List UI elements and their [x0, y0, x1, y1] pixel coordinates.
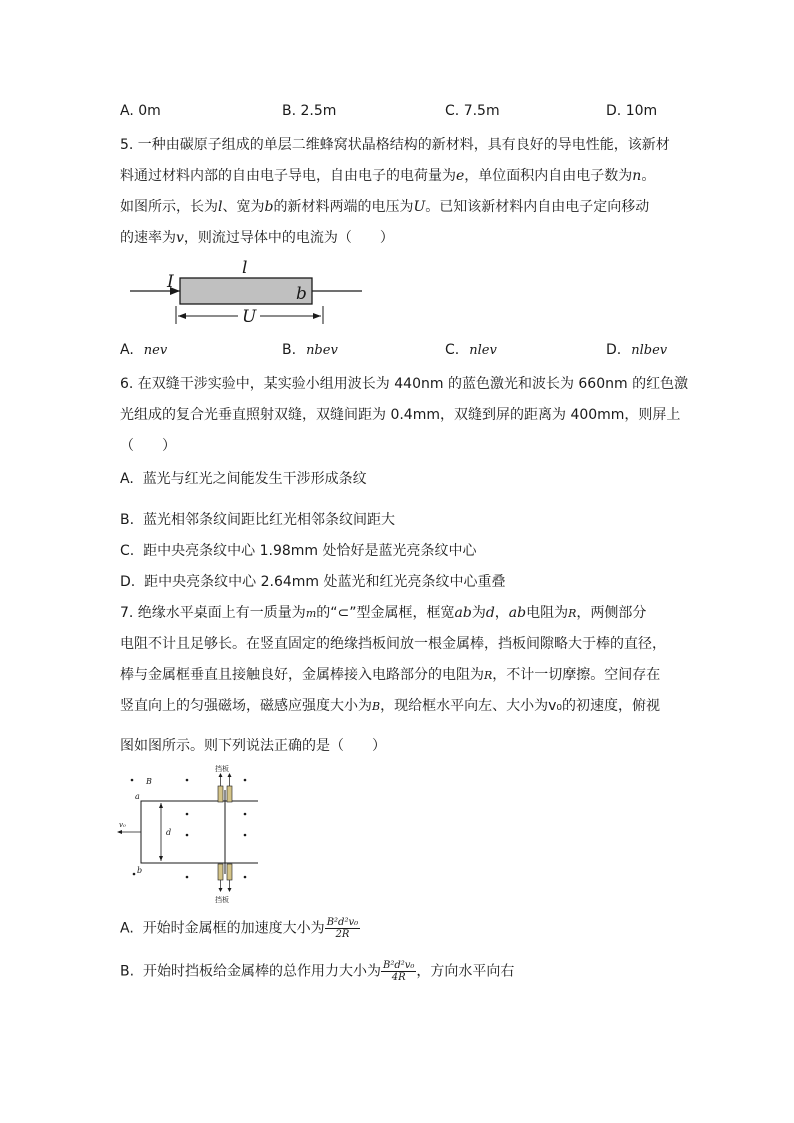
var-R: R [568, 607, 577, 620]
label-l: l [242, 258, 248, 278]
q7-line2: 电阻不计且足够长。在竖直固定的绝缘挡板间放一根金属棒，挡板间隙略大于棒的直径， [120, 636, 666, 652]
q7-line1: 7. 绝缘水平桌面上有一质量为m的“⊂”型金属框，框宽ab为d，ab电阻为R，两侧部分 [120, 605, 647, 621]
q7-line3: 棒与金属框垂直且接触良好，金属棒接入电路部分的电阻为R，不计一切摩擦。空间存在 [120, 667, 661, 683]
q7-option-a: A. 开始时金属框的加速度大小为 $\frac{\text{B²d²v₀}}{2R}$ [120, 917, 359, 940]
q5-option-a: A. nev [120, 342, 168, 358]
voltage-arrow-left-icon [178, 313, 186, 319]
q7-line5: 图如图所示。则下列说法正确的是（ ） [120, 738, 386, 754]
bottom-arrow-icon-right [228, 888, 232, 892]
var-ab-2: ab [508, 605, 527, 621]
bottom-plate-right [227, 864, 232, 880]
var-m: m [305, 607, 317, 620]
label-B: B [146, 777, 152, 786]
label-I: I [167, 272, 174, 292]
label-plate-top: 挡板 [215, 765, 229, 773]
q5-line2: 料通过材料内部的自由电子导电，自由电子的电荷量为e，单位面积内自由电子数为n。 [120, 168, 656, 184]
bottom-arrow-icon-left [219, 888, 223, 892]
var-l: l [218, 199, 223, 215]
q7-magnetic-figure [112, 762, 272, 904]
q5-circuit-figure [120, 256, 380, 332]
d-arrow-top-icon [159, 803, 163, 808]
top-plate-left [218, 786, 223, 802]
q5-line3: 如图所示，长为l、宽为b的新材料两端的电压为U。已知该新材料内自由电子定向移动 [120, 199, 650, 215]
var-R-2: R [484, 669, 493, 682]
q5-line4: 的速率为v，则流过导体中的电流为（ ） [120, 230, 394, 246]
top-plate-right [227, 786, 232, 802]
q4-option-b: B. 2.5m [282, 103, 337, 119]
q6-line2: 光组成的复合光垂直照射双缝，双缝间距为 0.4mm，双缝到屏的距离为 400mm，则屏上 [120, 407, 681, 423]
var-d: d [485, 605, 495, 621]
var-B: B [372, 700, 381, 713]
var-v: v [176, 230, 184, 246]
label-b: b [296, 284, 307, 304]
label-d: d [166, 828, 172, 837]
q7-line4: 竖直向上的匀强磁场，磁感应强度大小为B，现给框水平向左、大小为v₀的初速度，俯视 [120, 698, 660, 714]
q5-line1: 5. 一种由碳原子组成的单层二维蜂窝状晶格结构的新材料，具有良好的导电性能，该新材 [120, 137, 670, 153]
material-strip [180, 278, 312, 304]
metal-frame [141, 801, 258, 863]
top-arrow-icon-right [228, 773, 232, 777]
q6-line1: 6. 在双缝干涉实验中，某实验小组用波长为 440nm 的蓝色激光和波长为 660nm 的红色激 [120, 376, 689, 392]
q7-option-a-fraction: $\frac{\text{B²d²v₀}}{2R}$ [326, 917, 359, 940]
bottom-plate-left [218, 864, 223, 880]
var-ab: ab [454, 605, 472, 621]
label-plate-bottom: 挡板 [215, 896, 229, 904]
var-e: e [456, 168, 465, 184]
q7-option-b-fraction: $\frac{\text{B²d²v₀}}{4R}$ [382, 960, 415, 983]
q4-option-c: C. 7.5m [445, 103, 500, 119]
q6-option-c: C. 距中央亮条纹中心 1.98mm 处恰好是蓝光亮条纹中心 [120, 543, 477, 559]
label-a: a [135, 792, 140, 801]
q6-option-b: B. 蓝光相邻条纹间距比红光相邻条纹间距大 [120, 512, 395, 528]
q5-option-d: D. nlbev [606, 342, 668, 358]
q5-option-c: C. nlev [445, 342, 497, 358]
top-arrow-icon-left [219, 773, 223, 777]
q6-option-d: D. 距中央亮条纹中心 2.64mm 处蓝光和红光亮条纹中心重叠 [120, 574, 506, 590]
q5-option-b: B. nbev [282, 342, 338, 358]
q4-option-d: D. 10m [606, 103, 658, 119]
q7-option-b: B. 开始时挡板给金属棒的总作用力大小为 $\frac{\text{B²d²v₀}}{4R}$ ，方向水平向右 [120, 960, 515, 983]
label-b: b [137, 866, 143, 875]
q4-option-a: A. 0m [120, 103, 161, 119]
voltage-arrow-right-icon [313, 313, 321, 319]
label-U: U [242, 307, 257, 327]
label-v0: v₀ [119, 821, 126, 829]
var-n: n [632, 168, 642, 184]
var-U: U [413, 199, 426, 215]
velocity-arrow-icon [117, 830, 122, 834]
var-b: b [264, 199, 274, 215]
d-arrow-bottom-icon [159, 856, 163, 861]
q6-option-a: A. 蓝光与红光之间能发生干涉形成条纹 [120, 471, 367, 487]
q6-line3: （ ） [120, 438, 176, 454]
